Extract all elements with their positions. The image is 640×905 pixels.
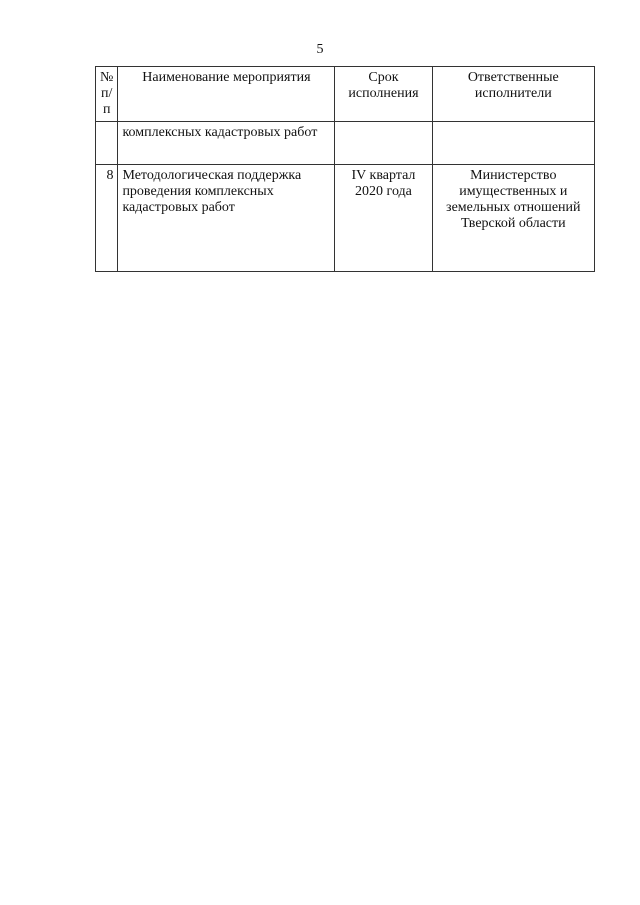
events-table <box>95 66 595 272</box>
header-name: Наименование мероприятия <box>118 67 335 122</box>
header-term: Срок исполнения <box>335 67 432 122</box>
row-name-cell: комплексных кадастровых работ <box>118 122 335 165</box>
row-term-cell <box>335 122 432 165</box>
page-number: 5 <box>316 42 324 57</box>
row-num-cell <box>96 122 118 165</box>
row-num-cell: 8 <box>96 165 118 272</box>
row-name-cell: Методологическая поддержка проведения комплексных кадастровых работ <box>118 165 335 272</box>
row-responsible-cell: Министерство имущественных и земельных отношений Тверской области <box>432 165 594 272</box>
row-term-cell: IV квартал 2020 года <box>335 165 432 272</box>
row-responsible-cell <box>432 122 594 165</box>
table-row <box>96 122 595 165</box>
header-responsible: Ответственные исполнители <box>432 67 594 122</box>
header-num: № п/п <box>96 67 118 122</box>
table-row <box>96 165 595 272</box>
table-header-row <box>96 67 595 122</box>
